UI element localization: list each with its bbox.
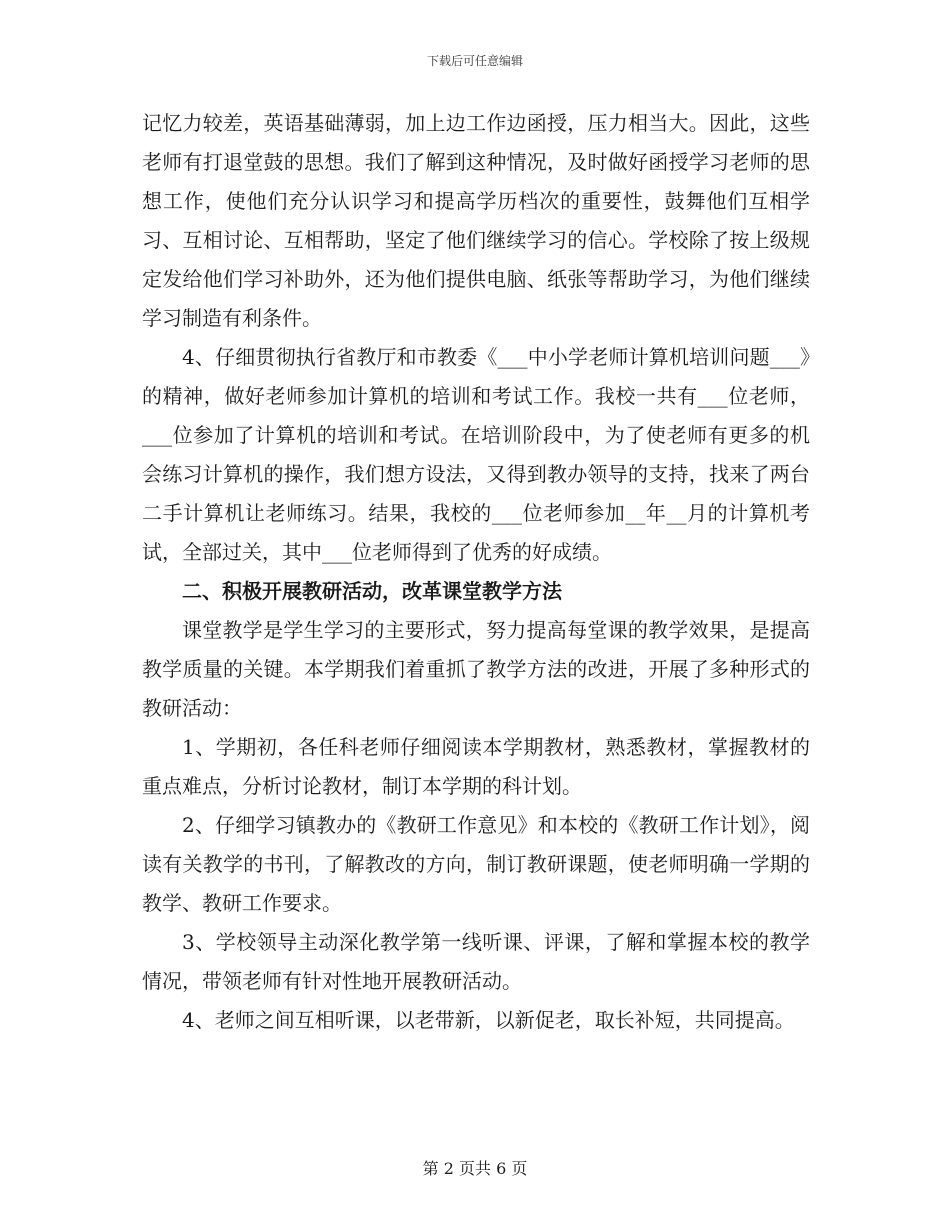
page-header: 下载后可任意编辑 [426, 54, 523, 68]
list-item-4: 4、老师之间互相听课，以老带新，以新促老，取长补短，共同提高。 [182, 1008, 795, 1032]
paragraph-continuation: 记忆力较差，英语基础薄弱，加上边工作边函授，压力相当大。因此，这些老师有打退堂鼓的思想。我们了解到这种情况，及时做好函授学习老师的思想工作，使他们充分认识学习和提高学历档次的重要性，鼓舞他们互相学习、互相讨论、互相帮助，坚定了他们继续学习的信心。学校除了按上级规定发给他们学习补助外，还为他们提供电脑、纸张等帮助学习，为他们继续学习制造有利条件。 [142, 111, 810, 330]
paragraph-computer-training: 4、仔细贯彻执行省教厅和市教委《___中小学老师计算机培训问题___》的精神，做好老师参加计算机的培训和考试工作。我校一共有___位老师，___位参加了计算机的培训和考试。在培训阶段中，为了使老师有更多的机会练习计算机的操作，我们想方设法，又得到教办领导的支持，找来了两台二手计算机让老师练习。结果，我校的___位老师参加__年__月的计算机考试，全部过关，其中___位老师得到了优秀的好成绩。 [142, 345, 810, 564]
list-item-3: 3、学校领导主动深化教学第一线听课、评课，了解和掌握本校的教学情况，带领老师有针对性地开展教研活动。 [142, 930, 810, 993]
document-body [142, 104, 810, 1040]
list-item-2: 2、仔细学习镇教办的《教研工作意见》和本校的《教研工作计划》，阅读有关教学的书刊，了解教改的方向，制订教研课题，使老师明确一学期的教学、教研工作要求。 [142, 813, 810, 915]
list-item-1: 1、学期初，各任科老师仔细阅读本学期教材，熟悉教材，掌握教材的重点难点，分析讨论教材，制订本学期的科计划。 [142, 735, 810, 798]
page-number: 第 2 页共 6 页 [422, 1159, 528, 1178]
section-heading: 二、积极开展教研活动，改革课堂教学方法 [182, 579, 562, 603]
paragraph-classroom-teaching: 课堂教学是学生学习的主要形式，努力提高每堂课的教学效果，是提高教学质量的关键。本学期我们着重抓了教学方法的改进，开展了多种形式的教研活动： [142, 618, 810, 720]
